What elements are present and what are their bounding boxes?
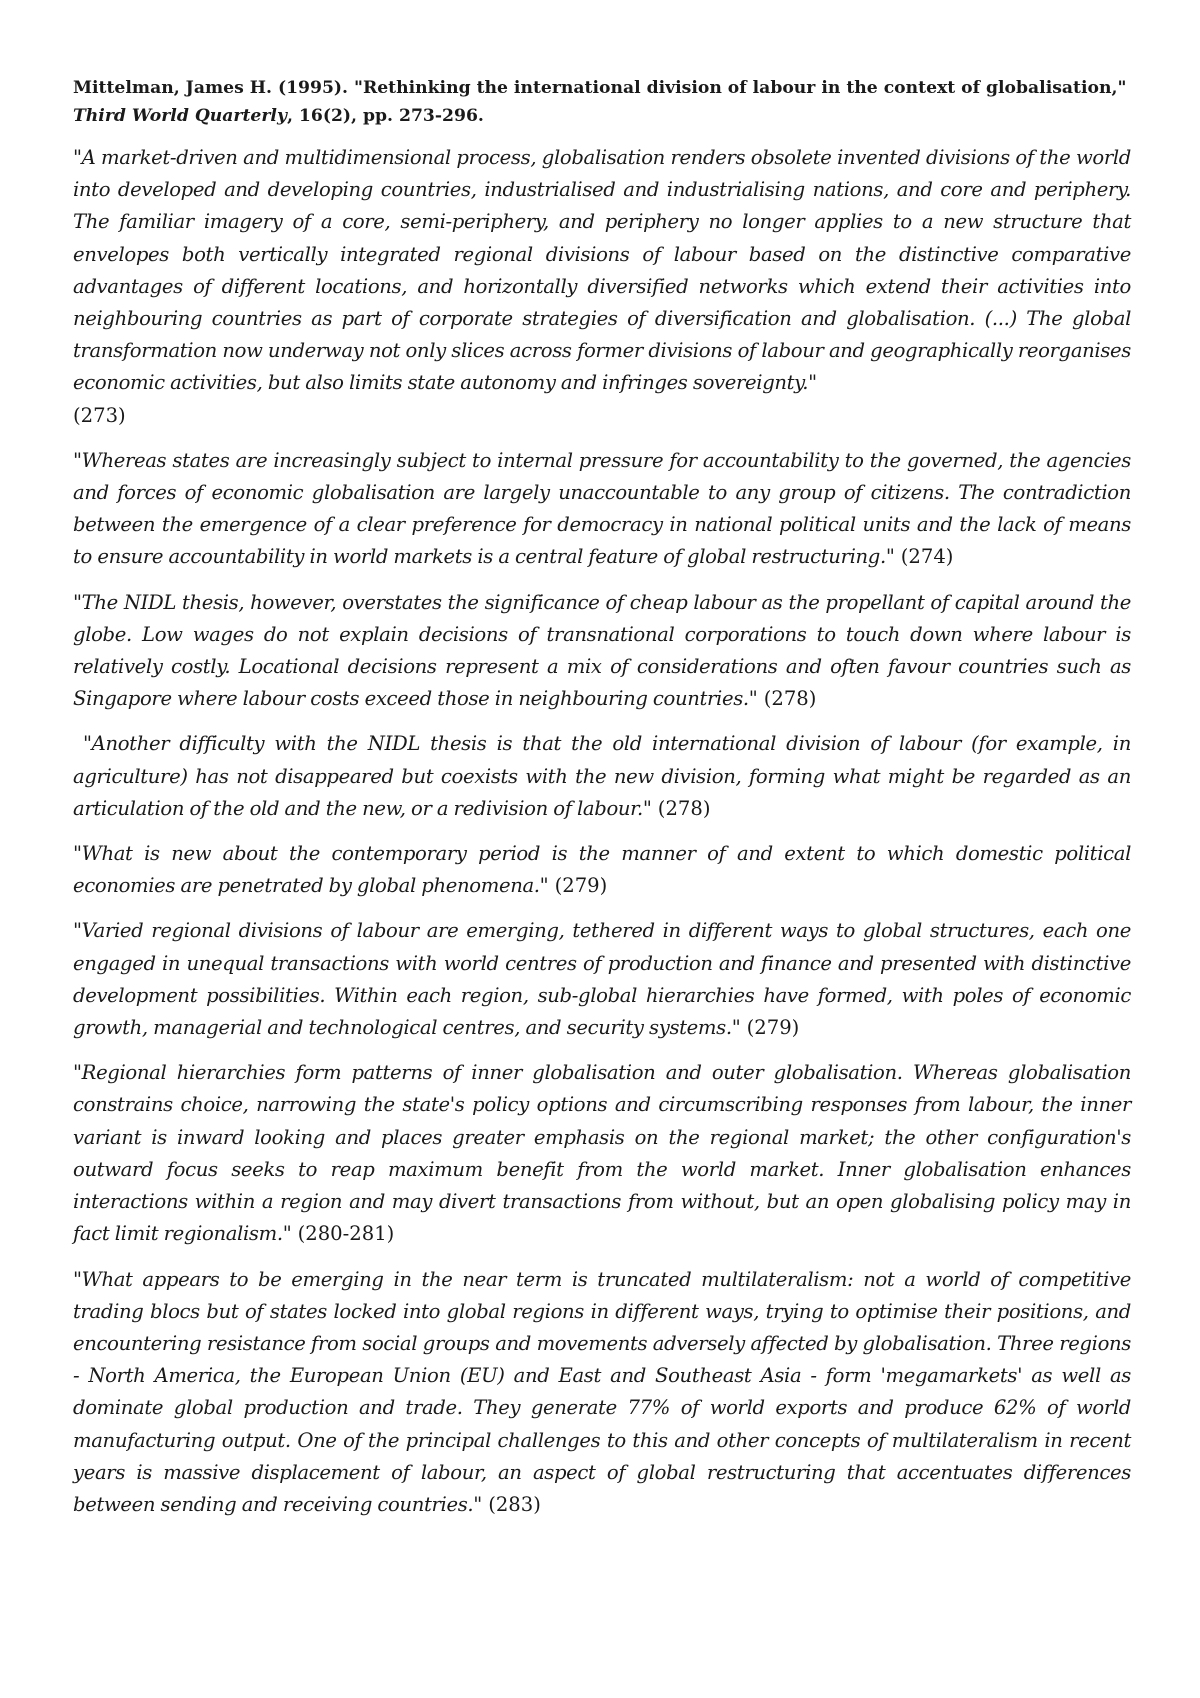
page-reference: (278) [763, 687, 817, 711]
page-reference: (279) [746, 1016, 800, 1040]
quote-text: "A market-driven and multidimensional process, globalisation renders obsolete invented divisions of the world into developed and developing countries, industrialised and industrialising nations, and core and periphery. The familiar imagery of a core, semi-periphery, and periphery no longer applies to a new structure that envelopes both vertically integrated regional divisions of labour based on the distinctive comparative advantages of different locations, and horizontally diversified networks which extend their activities into neighbouring countries as part of corporate strategies of diversification and globalisation. (...) The global transformation now underway not only slices across former divisions of labour and geographically reorganises economic activities, but also limits state autonomy and infringes sovereignty." [73, 146, 1131, 395]
page-reference: (283) [488, 1492, 541, 1516]
citation [73, 74, 1131, 130]
document-page [73, 74, 1131, 1534]
page-reference: (280-281) [297, 1222, 395, 1246]
quote-text: "Regional hierarchies form patterns of inner globalisation and outer globalisation. Whereas globalisation constrains choice, narrowing the state's policy options and circumscribing responses from labour, the inner variant is inward looking and places greater emphasis on the regional market; the other configuration's outward focus seeks to reap maximum benefit from the world market. Inner globalisation enhances interactions within a region and may divert transactions from without, but an open globalising policy may in fact limit regionalism." [73, 1061, 1131, 1246]
page-reference: (273) [73, 403, 126, 427]
quote-paragraph [73, 142, 1131, 432]
quote-paragraph [73, 587, 1131, 716]
quote-paragraph [73, 728, 1131, 825]
citation-suffix: , 16(2), pp. 273-296. [286, 106, 484, 126]
quote-paragraph [73, 1264, 1131, 1522]
citation-prefix: Mittelman, James H. (1995). "Rethinking the international division of labour in the context of globalisation," [73, 78, 1127, 98]
page-reference: (278) [657, 796, 711, 820]
quote-paragraph [73, 838, 1131, 902]
quote-paragraph [73, 915, 1131, 1044]
quote-text: "What appears to be emerging in the near term is truncated multilateralism: not a world of competitive trading blocs but of states locked into global regions in different ways, trying to optimise their positions, and encountering resistance from social groups and movements adversely affected by globalisation. Three regions - North America, the European Union (EU) and East and Southeast Asia - form 'megamarkets' as well as dominate global production and trade. They generate 77% of world exports and produce 62% of world manufacturing output. One of the principal challenges to this and other concepts of multilateralism in recent years is massive displacement of labour, an aspect of global restructuring that accentuates differences between sending and receiving countries." [73, 1267, 1131, 1516]
quote-text: "What is new about the contemporary period is the manner of and extent to which domestic political economies are penetrated by global phenomena." [73, 842, 1131, 898]
quote-text: "The NIDL thesis, however, overstates the significance of cheap labour as the propellant of capital around the globe. Low wages do not explain decisions of transnational corporations to touch down where labour is relatively costly. Locational decisions represent a mix of considerations and often favour countries such as Singapore where labour costs exceed those in neighbouring countries." [73, 590, 1131, 711]
page-reference: (279) [554, 874, 608, 898]
quote-text: "Varied regional divisions of labour are emerging, tethered in different ways to global structures, each one engaged in unequal transactions with world centres of production and finance and presented with distinctive development possibilities. Within each region, sub-global hierarchies have formed, with poles of economic growth, managerial and technological centres, and security systems." [73, 919, 1131, 1040]
quote-text: "Another difficulty with the NIDL thesis is that the old international division of labour (for example, in agriculture) has not disappeared but coexists with the new division, forming what might be regarded as an articulation of the old and the new, or a redivision of labour." [73, 732, 1131, 820]
quote-paragraph [73, 445, 1131, 574]
quote-text: "Whereas states are increasingly subject to internal pressure for accountability to the governed, the agencies and forces of economic globalisation are largely unaccountable to any group of citizens. The contradiction between the emergence of a clear preference for democracy in national political units and the lack of means to ensure accountability in world markets is a central feature of global restructuring." [73, 448, 1131, 569]
citation-journal: Third World Quarterly [73, 106, 287, 126]
page-reference: (274) [900, 545, 954, 569]
quote-paragraph [73, 1057, 1131, 1250]
